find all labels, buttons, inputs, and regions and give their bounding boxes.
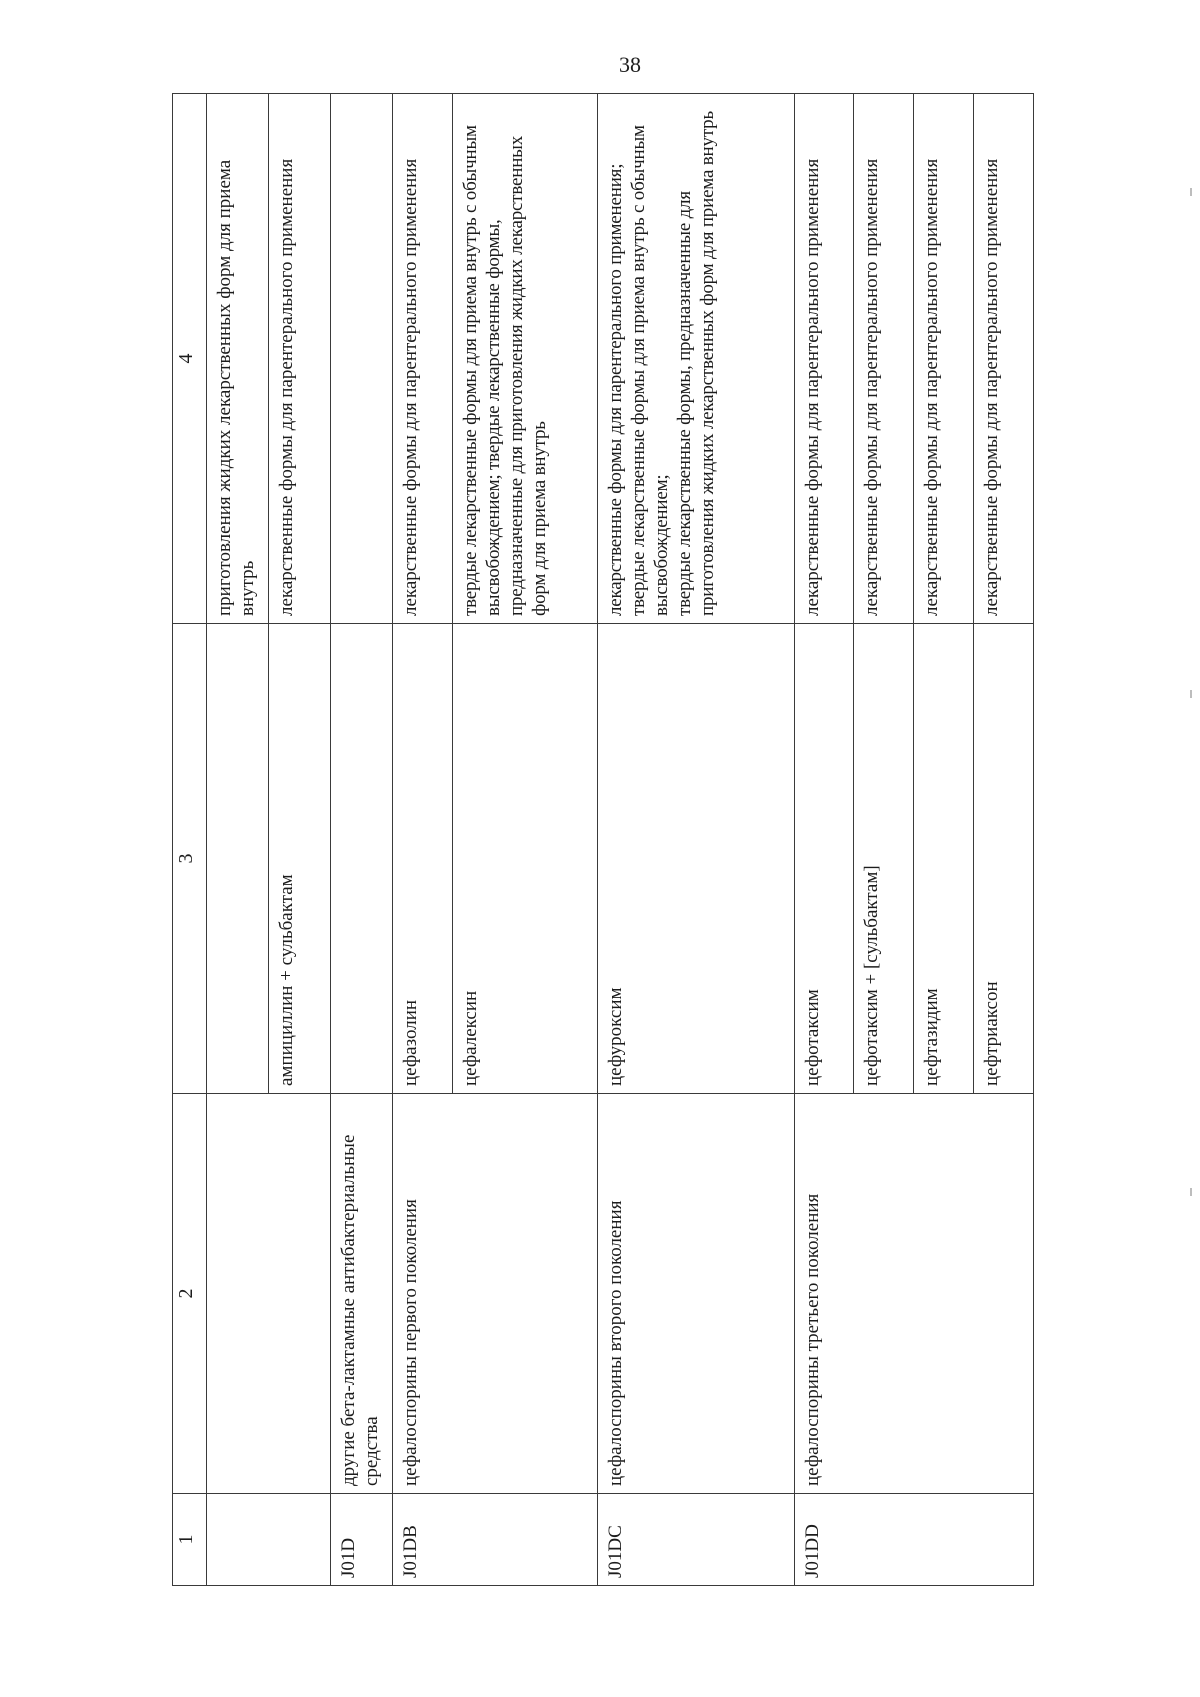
- table-row: [207, 94, 269, 1586]
- group-cell: [207, 1094, 331, 1494]
- form-cell: лекарственные формы для парентерального применения: [393, 94, 453, 624]
- drug-cell: цефуроксим: [598, 624, 795, 1094]
- code-cell: J01DB: [393, 1494, 598, 1586]
- scan-mark: [1190, 690, 1192, 698]
- scan-mark: [1190, 1188, 1192, 1196]
- drug-table: [172, 93, 1034, 1586]
- table-row: [393, 94, 453, 1586]
- drug-cell: ампициллин + сульбактам: [269, 624, 331, 1094]
- drug-cell: цефазолин: [393, 624, 453, 1094]
- form-cell: твердые лекарственные формы для приема внутрь с обычным высвобождением; твердые лекарственные формы, предназначенные для приготовления жидких лекарственных форм для приема внутрь: [452, 94, 597, 624]
- drug-cell: цефалексин: [452, 624, 597, 1094]
- code-cell: J01D: [331, 1494, 393, 1586]
- form-cell: лекарственные формы для парентерального применения: [854, 94, 914, 624]
- group-cell: другие бета-лактамные антибактериальные средства: [331, 1094, 393, 1494]
- drug-cell: цефотаксим: [794, 624, 854, 1094]
- table-header-row: [173, 94, 207, 1586]
- code-cell: J01DC: [598, 1494, 795, 1586]
- drug-cell: [331, 624, 393, 1094]
- page-number: 38: [619, 52, 641, 77]
- group-cell: цефалоспорины первого поколения: [393, 1094, 598, 1494]
- form-cell: лекарственные формы для парентерального применения; твердые лекарственные формы для приема внутрь с обычным высвобождением; твердые лекарственные формы, предназначенные для приготовления жидких лекарственных форм для приема внутрь: [598, 94, 795, 624]
- drug-cell: цефтазидим: [914, 624, 974, 1094]
- form-cell: лекарственные формы для парентерального применения: [974, 94, 1034, 624]
- group-cell: цефалоспорины второго поколения: [598, 1094, 795, 1494]
- form-cell: лекарственные формы для парентерального применения: [914, 94, 974, 624]
- column-header-2: 2: [173, 1094, 207, 1494]
- table-row: [598, 94, 795, 1586]
- column-header-1: 1: [173, 1494, 207, 1586]
- table-row: [794, 94, 854, 1586]
- form-cell: [331, 94, 393, 624]
- drug-cell: цефотаксим + [сульбактам]: [854, 624, 914, 1094]
- table-row: [331, 94, 393, 1586]
- code-cell: J01DD: [794, 1494, 1033, 1586]
- form-cell: лекарственные формы для парентерального применения: [269, 94, 331, 624]
- form-cell: лекарственные формы для парентерального применения: [794, 94, 854, 624]
- form-cell: приготовления жидких лекарственных форм для приема внутрь: [207, 94, 269, 624]
- group-cell: цефалоспорины третьего поколения: [794, 1094, 1033, 1494]
- rotated-table-wrapper: [172, 94, 1034, 1586]
- drug-cell: [207, 624, 269, 1094]
- scan-mark: [1190, 188, 1192, 196]
- code-cell: [207, 1494, 331, 1586]
- drug-cell: цефтриаксон: [974, 624, 1034, 1094]
- column-header-3: 3: [173, 624, 207, 1094]
- column-header-4: 4: [173, 94, 207, 624]
